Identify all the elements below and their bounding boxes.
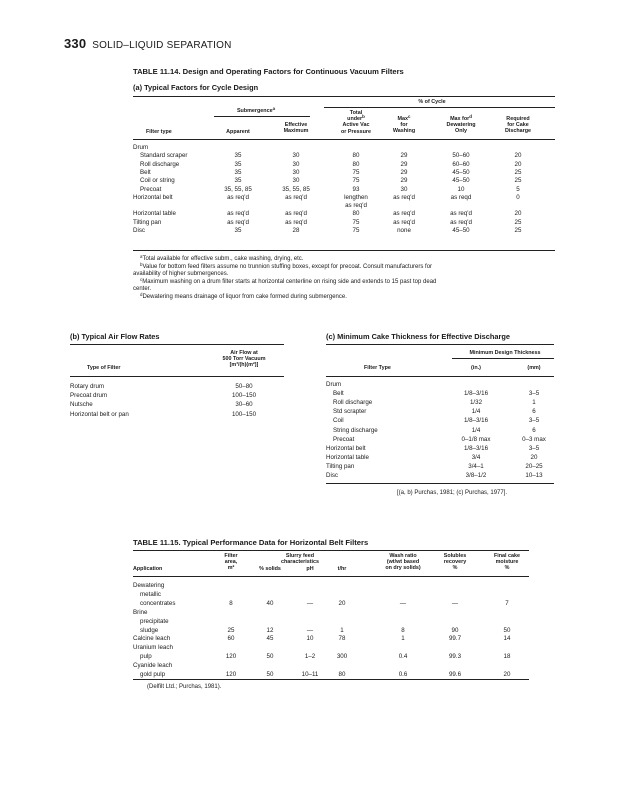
application-cell: Dewatering bbox=[133, 582, 165, 589]
value-cell: as req'd bbox=[393, 218, 415, 226]
air-filter-type-cell: Nutsche bbox=[70, 401, 93, 409]
filter-type-cell: Precoat bbox=[140, 185, 162, 193]
air-filter-type-cell: Precoat drum bbox=[70, 392, 108, 400]
value-cell: as req'd bbox=[285, 218, 307, 226]
value-cell: 30 bbox=[292, 177, 300, 185]
performance-value-cell: 8 bbox=[229, 599, 233, 607]
performance-value-cell: 40 bbox=[266, 599, 274, 607]
air-flow-header: Air Flow at 500 Torr Vacuum [m³/(h)(m²)] bbox=[222, 350, 266, 369]
value-cell: 20 bbox=[514, 210, 522, 218]
table-11-14b-top-rule bbox=[70, 344, 284, 345]
apparent-header: Apparent bbox=[226, 129, 250, 135]
thickness-in-cell: 1/8–3/16 bbox=[463, 444, 489, 452]
application-header: Application bbox=[133, 566, 163, 572]
performance-value-cell: 99.6 bbox=[448, 671, 462, 678]
value-cell: 35 bbox=[234, 152, 242, 160]
value-cell: 5 bbox=[516, 185, 520, 193]
cake-filter-type-cell: Coil bbox=[333, 417, 344, 425]
thickness-mm-cell: 6 bbox=[532, 426, 536, 434]
performance-value-cell: 50 bbox=[266, 653, 274, 661]
value-cell: 25 bbox=[514, 168, 522, 176]
footnote: center. bbox=[133, 286, 152, 293]
value-cell: 29 bbox=[400, 177, 408, 185]
inch-header: (in.) bbox=[471, 365, 481, 371]
table-11-15-source: (Delfilt Ltd.; Purchas, 1981). bbox=[147, 684, 222, 690]
table-11-15-title: TABLE 11.15. Typical Performance Data for Horizontal Belt Filters bbox=[133, 538, 369, 547]
filter-type-header: Filter type bbox=[146, 129, 172, 135]
wash-ratio-header: Wash ratio (wt/wt based on dry solids) bbox=[385, 553, 421, 572]
performance-value-cell: 80 bbox=[338, 671, 346, 678]
value-cell: 35 bbox=[234, 160, 242, 168]
filter-type-cell: Disc bbox=[133, 227, 146, 234]
type-of-filter-header: Type of Filter bbox=[87, 365, 121, 371]
air-flow-cell: 50–80 bbox=[235, 383, 253, 390]
cake-filter-type-cell: Drum bbox=[326, 381, 342, 388]
value-cell: 29 bbox=[400, 152, 408, 160]
thickness-mm-cell: 6 bbox=[532, 408, 536, 416]
table-11-15-header-rule bbox=[133, 576, 529, 577]
total-header: Total under$^b$ Active Vac or Pressure bbox=[341, 110, 371, 135]
performance-value-cell: 12 bbox=[266, 626, 274, 634]
performance-value-cell: 20 bbox=[338, 599, 346, 607]
filter-type-cell: Tilting pan bbox=[133, 218, 162, 226]
value-cell: 25 bbox=[514, 218, 522, 226]
required-header: Required for Cake Discharge bbox=[504, 116, 532, 135]
value-cell: 25 bbox=[514, 227, 522, 234]
application-cell: gold pulp bbox=[140, 671, 166, 678]
value-cell: 28 bbox=[292, 227, 300, 234]
application-cell: Cyanide leach bbox=[133, 662, 173, 670]
solids-header: % solids bbox=[259, 566, 281, 572]
performance-value-cell: 120 bbox=[225, 653, 237, 661]
thickness-mm-cell: 3–5 bbox=[528, 390, 540, 398]
footnote: availability of higher submergences. bbox=[133, 271, 229, 278]
value-cell: 29 bbox=[400, 160, 408, 168]
value-cell: as req'd bbox=[227, 193, 249, 201]
min-thickness-rule bbox=[452, 358, 554, 359]
performance-value-cell: — bbox=[399, 599, 407, 607]
cake-filter-type-cell: Belt bbox=[333, 390, 344, 398]
page-number: 330 bbox=[64, 36, 87, 51]
value-cell: 75 bbox=[352, 227, 360, 234]
value-cell: 35 bbox=[234, 227, 242, 234]
thickness-mm-cell: 3–5 bbox=[528, 417, 540, 425]
filter-type-cell: Drum bbox=[133, 144, 149, 151]
mm-header: (mm) bbox=[527, 365, 541, 371]
thickness-in-cell: 3/4 bbox=[471, 453, 481, 461]
value-cell: as req'd bbox=[345, 202, 367, 210]
value-cell: as reqd bbox=[450, 193, 472, 201]
application-cell: Brine bbox=[133, 608, 148, 616]
performance-value-cell: 8 bbox=[401, 626, 405, 634]
value-cell: 35, 55, 85 bbox=[282, 185, 310, 193]
value-cell: as req'd bbox=[227, 218, 249, 226]
performance-value-cell: 1–2 bbox=[304, 653, 316, 661]
performance-value-cell: 60 bbox=[227, 635, 235, 643]
table-11-14b-header-rule bbox=[70, 376, 284, 377]
performance-value-cell: 0.6 bbox=[398, 671, 408, 678]
filter-type-cell: Standard scraper bbox=[140, 152, 188, 160]
slurry-feed-header: Slurry feed characteristics bbox=[280, 553, 320, 566]
value-cell: as req'd bbox=[227, 210, 249, 218]
value-cell: 45–50 bbox=[452, 168, 470, 176]
performance-value-cell: 90 bbox=[451, 626, 459, 634]
cake-filter-type-cell: Roll discharge bbox=[333, 399, 373, 407]
value-cell: 50–60 bbox=[452, 152, 470, 160]
value-cell: 80 bbox=[352, 152, 360, 160]
table-11-14c-header-rule bbox=[326, 376, 554, 377]
air-flow-cell: 30–60 bbox=[235, 401, 253, 409]
solubles-recovery-header: Solubles recovery % bbox=[443, 553, 467, 572]
performance-value-cell: 1 bbox=[401, 635, 405, 643]
value-cell: none bbox=[397, 227, 411, 234]
thickness-mm-cell: 1 bbox=[532, 399, 536, 407]
table-11-14b-subtitle: (b) Typical Air Flow Rates bbox=[70, 332, 160, 341]
value-cell: as req'd bbox=[393, 210, 415, 218]
submergence-header: Submergence$^a$ bbox=[236, 106, 276, 114]
filter-type-c-header: Filter Type bbox=[364, 365, 391, 371]
thickness-in-cell: 3/8–1/2 bbox=[465, 472, 487, 479]
value-cell: 45–50 bbox=[452, 227, 470, 234]
footnote: $^c$Maximum washing on a drum filter starts at horizontal centerline on rising side and extends to 15 past top dead bbox=[140, 276, 437, 285]
application-cell: metallic bbox=[140, 590, 161, 598]
application-cell: concentrates bbox=[140, 599, 176, 607]
running-head bbox=[64, 36, 232, 51]
cake-filter-type-cell: Precoat bbox=[333, 435, 355, 443]
footnote: $^b$Value for bottom feed filters assume no trunnion stuffing boxes, except for precoat. Consult manufacturers for bbox=[140, 261, 433, 270]
performance-value-cell: 78 bbox=[338, 635, 346, 643]
table-11-15-top-rule bbox=[133, 550, 529, 551]
value-cell: 20 bbox=[514, 152, 522, 160]
performance-value-cell: 14 bbox=[503, 635, 511, 643]
value-cell: 60–60 bbox=[452, 160, 470, 168]
performance-value-cell: — bbox=[306, 626, 314, 634]
cake-filter-type-cell: Std scrapter bbox=[333, 408, 367, 416]
performance-value-cell: 10 bbox=[306, 635, 314, 643]
table-11-14a-header-rule bbox=[133, 139, 555, 140]
filter-type-cell: Horizontal table bbox=[133, 210, 176, 218]
table-11-14a-subtitle: (a) Typical Factors for Cycle Design bbox=[133, 83, 259, 92]
air-filter-type-cell: Horizontal belt or pan bbox=[70, 410, 129, 418]
performance-value-cell: 25 bbox=[227, 626, 235, 634]
cake-filter-type-cell: String discharge bbox=[333, 426, 378, 434]
thickness-mm-cell: 20–25 bbox=[525, 462, 543, 470]
performance-value-cell: 99.7 bbox=[448, 635, 462, 643]
thickness-in-cell: 1/4 bbox=[471, 426, 481, 434]
table-11-14-title: TABLE 11.14. Design and Operating Factors for Continuous Vacuum Filters bbox=[133, 67, 404, 76]
thickness-in-cell: 3/4–1 bbox=[468, 462, 484, 470]
footnote: $^a$Total available for effective subm., cake washing, drying, etc. bbox=[140, 254, 304, 262]
pct-cycle-rule bbox=[324, 107, 555, 108]
value-cell: 10 bbox=[457, 185, 465, 193]
value-cell: 35 bbox=[234, 177, 242, 185]
application-cell: precipitate bbox=[140, 617, 169, 625]
filter-area-header: Filter area, m² bbox=[224, 553, 238, 572]
value-cell: 45–50 bbox=[452, 177, 470, 185]
value-cell: as req'd bbox=[450, 218, 472, 226]
value-cell: 35 bbox=[234, 168, 242, 176]
footnote: $^d$Dewatering means drainage of liquor from cake formed during submergence. bbox=[140, 292, 347, 300]
thickness-mm-cell: 3–5 bbox=[528, 444, 540, 452]
application-cell: Uranium leach bbox=[133, 644, 173, 652]
performance-value-cell: 300 bbox=[336, 653, 348, 661]
table-11-14-source: [(a, b) Purchas, 1981; (c) Purchas, 1977]. bbox=[397, 490, 508, 496]
thickness-mm-cell: 20 bbox=[530, 453, 538, 461]
filter-type-cell: Coil or string bbox=[140, 177, 175, 185]
value-cell: 30 bbox=[292, 160, 300, 168]
performance-value-cell: 50 bbox=[266, 671, 274, 678]
table-11-14c-bottom-rule bbox=[326, 483, 554, 484]
effective-header: Effective Maximum bbox=[283, 122, 309, 135]
table-11-14a-top-rule bbox=[133, 96, 555, 97]
cake-filter-type-cell: Horizontal table bbox=[326, 453, 369, 461]
value-cell: 30 bbox=[292, 152, 300, 160]
thickness-mm-cell: 0–3 max bbox=[522, 435, 546, 443]
thickness-in-cell: 1/8–3/16 bbox=[463, 417, 489, 425]
value-cell: as req'd bbox=[450, 210, 472, 218]
performance-value-cell: 0.4 bbox=[398, 653, 408, 661]
thickness-in-cell: 1/32 bbox=[469, 399, 483, 407]
value-cell: as req'd bbox=[285, 210, 307, 218]
filter-type-cell: Belt bbox=[140, 168, 151, 176]
min-thickness-header: Minimum Design Thickness bbox=[469, 350, 541, 356]
value-cell: 75 bbox=[352, 168, 360, 176]
performance-value-cell: 1 bbox=[340, 626, 344, 634]
performance-value-cell: 45 bbox=[266, 635, 274, 643]
table-11-14c-subtitle: (c) Minimum Cake Thickness for Effective Discharge bbox=[326, 332, 511, 341]
thr-header: t/hr bbox=[337, 566, 347, 572]
value-cell: 29 bbox=[400, 168, 408, 176]
table-11-14c-top-rule bbox=[326, 344, 554, 345]
submergence-rule bbox=[214, 116, 310, 117]
thickness-mm-cell: 10–13 bbox=[525, 472, 543, 479]
performance-value-cell: — bbox=[451, 599, 459, 607]
value-cell: 20 bbox=[514, 160, 522, 168]
thickness-in-cell: 0–1/8 max bbox=[461, 435, 491, 443]
application-cell: Calcine leach bbox=[133, 635, 171, 643]
value-cell: 30 bbox=[400, 185, 408, 193]
cake-filter-type-cell: Tilting pan bbox=[326, 462, 355, 470]
thickness-in-cell: 1/4 bbox=[471, 408, 481, 416]
application-cell: sludge bbox=[140, 626, 159, 634]
value-cell: as req'd bbox=[285, 193, 307, 201]
value-cell: 80 bbox=[352, 160, 360, 168]
table-11-14a-bottom-rule bbox=[133, 250, 555, 251]
value-cell: 0 bbox=[516, 193, 520, 201]
performance-value-cell: 120 bbox=[225, 671, 237, 678]
value-cell: 75 bbox=[352, 218, 360, 226]
ph-header: pH bbox=[306, 566, 314, 572]
final-cake-header: Final cake moisture % bbox=[493, 553, 521, 572]
performance-value-cell: 10–11 bbox=[301, 671, 319, 678]
value-cell: 93 bbox=[352, 185, 360, 193]
cake-filter-type-cell: Disc bbox=[326, 472, 339, 479]
running-head-title: SOLID–LIQUID SEPARATION bbox=[92, 40, 232, 51]
value-cell: 80 bbox=[352, 210, 360, 218]
value-cell: lengthen bbox=[344, 193, 368, 201]
performance-value-cell: 20 bbox=[503, 671, 511, 678]
filter-type-cell: Roll discharge bbox=[140, 160, 180, 168]
thickness-in-cell: 1/8–3/16 bbox=[463, 390, 489, 398]
value-cell: as req'd bbox=[393, 193, 415, 201]
air-flow-cell: 100–150 bbox=[231, 392, 257, 400]
performance-value-cell: — bbox=[306, 599, 314, 607]
filter-type-cell: Horizontal belt bbox=[133, 193, 173, 201]
air-filter-type-cell: Rotary drum bbox=[70, 383, 105, 390]
value-cell: 75 bbox=[352, 177, 360, 185]
max-dewater-header: Max for$^d$ Dewatering Only bbox=[446, 114, 476, 135]
pct-cycle-header: % of Cycle bbox=[418, 99, 446, 105]
performance-value-cell: 99.3 bbox=[448, 653, 462, 661]
performance-value-cell: 7 bbox=[505, 599, 509, 607]
table-11-15-bottom-rule bbox=[133, 679, 529, 680]
application-cell: pulp bbox=[140, 653, 152, 661]
performance-value-cell: 50 bbox=[503, 626, 511, 634]
value-cell: 25 bbox=[514, 177, 522, 185]
cake-filter-type-cell: Horizontal belt bbox=[326, 444, 366, 452]
performance-value-cell: 18 bbox=[503, 653, 511, 661]
value-cell: 35, 55, 85 bbox=[224, 185, 252, 193]
max-wash-header: Max$^c$ for Washing bbox=[392, 114, 416, 135]
value-cell: 30 bbox=[292, 168, 300, 176]
air-flow-cell: 100–150 bbox=[231, 410, 257, 418]
